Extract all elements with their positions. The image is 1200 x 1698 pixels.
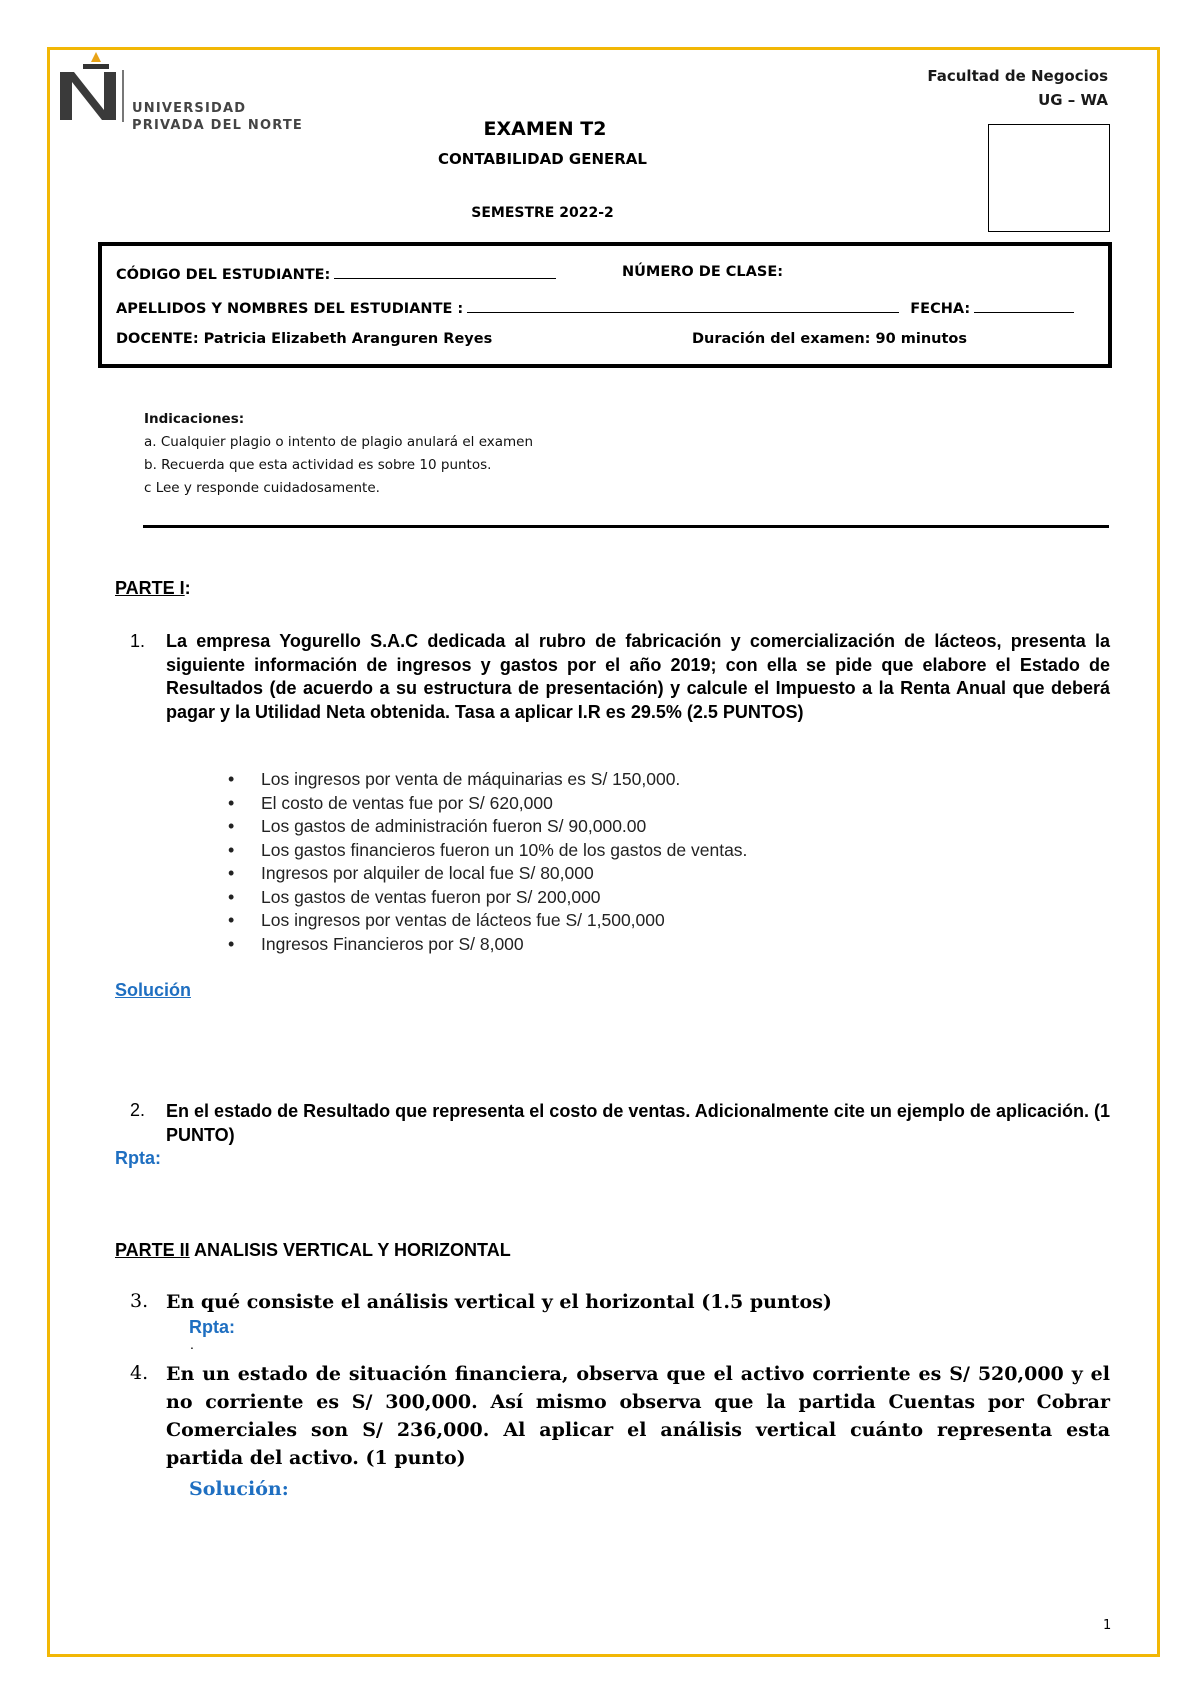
exam-subject: CONTABILIDAD GENERAL (438, 150, 647, 168)
duration-label: Duración del examen: 90 minutos (692, 331, 967, 347)
list-item: • Los gastos de ventas fueron por S/ 200,000 (228, 886, 747, 910)
list-item: • Los ingresos por ventas de lácteos fue S/ 1,500,000 (228, 909, 747, 933)
exam-semester: SEMESTRE 2022-2 (471, 205, 614, 221)
q3-answer-dot: . (190, 1336, 194, 1352)
q2-text: En el estado de Resultado que representa el costo de ventas. Adicionalmente cite un ejemplo de aplicación. (1 PUNTO) (166, 1101, 1110, 1145)
list-item: • Ingresos Financieros por S/ 8,000 (228, 933, 747, 957)
list-item: • Ingresos por alquiler de local fue S/ 80,000 (228, 862, 747, 886)
q4-solution-label: Solución: (189, 1478, 289, 1500)
student-name-row (116, 298, 1074, 317)
teacher-label: DOCENTE: Patricia Elizabeth Aranguren Reyes (116, 331, 493, 347)
indication-item: c Lee y responde cuidadosamente. (144, 480, 380, 496)
indications-title: Indicaciones: (144, 411, 245, 427)
indication-item: a. Cualquier plagio o intento de plagio anulará el examen (144, 434, 534, 450)
q1-solution-label: Solución (115, 980, 191, 1000)
list-item: • Los ingresos por venta de máquinarias es S/ 150,000. (228, 768, 747, 792)
date-label: FECHA: (910, 301, 971, 317)
date-field[interactable] (974, 298, 1074, 313)
student-code-row (116, 264, 556, 283)
university-logo-text: UNIVERSIDAD PRIVADA DEL NORTE (132, 101, 303, 133)
logo-flame-icon (91, 52, 101, 62)
faculty-name: Facultad de Negocios (927, 67, 1108, 85)
class-number-label: NÚMERO DE CLASE: (622, 264, 784, 280)
list-item: • El costo de ventas fue por S/ 620,000 (228, 792, 747, 816)
student-name-field[interactable] (467, 298, 899, 313)
student-name-label: APELLIDOS Y NOMBRES DEL ESTUDIANTE : (116, 301, 464, 317)
page-number: 1 (1103, 1618, 1112, 1633)
exam-title: EXAMEN T2 (483, 118, 607, 140)
q4-number: 4. (130, 1362, 149, 1384)
q3-number: 3. (130, 1290, 149, 1312)
q3-text: En qué consiste el análisis vertical y el horizontal (1.5 puntos) (166, 1291, 832, 1313)
q1-text: La empresa Yogurello S.A.C dedicada al rubro de fabricación y comercialización de lácteos, presenta la siguiente información de ingresos y gastos por el año 2019; con ella se pide que elabore el Estado de Resultados (de acuerdo a su estructura de presentación) y calcule el Impuesto a la Renta Anual que deberá pagar y la Utilidad Neta obtenida. Tasa a aplicar I.R es 29.5% (2.5 PUNTOS) (166, 631, 1110, 722)
part1-title: PARTE I: (115, 578, 191, 598)
q3-answer-label: Rpta: (189, 1317, 235, 1337)
list-item: • Los gastos de administración fueron S/ 90,000.00 (228, 815, 747, 839)
indication-item: b. Recuerda que esta actividad es sobre 10 puntos. (144, 457, 492, 473)
student-info-box (98, 242, 1112, 368)
q4-text: En un estado de situación financiera, observa que el activo corriente es S/ 520,000 y el no corriente es S/ 300,000. Así mismo observa que la partida Cuentas por Cobrar Comerciales son S/ 236,000. Al aplicar el análisis vertical cuánto representa esta partida del activo. (1 punto) (166, 1363, 1110, 1469)
student-code-label: CÓDIGO DEL ESTUDIANTE: (116, 267, 331, 283)
campus-code: UG – WA (1038, 91, 1108, 109)
faculty-block (927, 64, 1108, 112)
q1-data-list (228, 768, 747, 956)
section-divider (143, 525, 1109, 528)
q1-number: 1. (130, 631, 146, 651)
part2-title: PARTE II ANALISIS VERTICAL Y HORIZONTAL (115, 1240, 511, 1260)
q2-answer-label: Rpta: (115, 1148, 161, 1168)
indications-block (144, 408, 533, 500)
student-code-field[interactable] (334, 264, 556, 279)
list-item: • Los gastos financieros fueron un 10% de los gastos de ventas. (228, 839, 747, 863)
q2-number: 2. (130, 1100, 146, 1120)
